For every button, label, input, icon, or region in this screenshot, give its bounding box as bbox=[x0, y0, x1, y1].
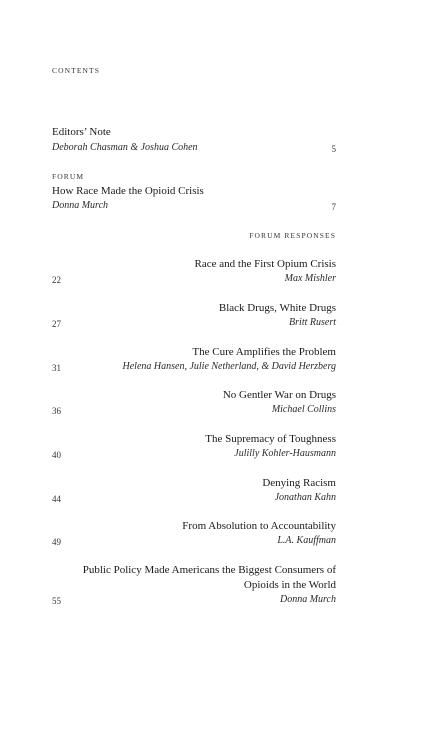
response-title[interactable]: Race and the First Opium Crisis bbox=[194, 258, 336, 270]
response-page: 40 bbox=[52, 450, 61, 460]
response-title[interactable]: Denying Racism bbox=[262, 477, 336, 489]
response-page: 44 bbox=[52, 494, 61, 504]
forum-page: 7 bbox=[331, 202, 336, 212]
response-author: Michael Collins bbox=[271, 404, 336, 415]
response-title[interactable]: The Supremacy of Toughness bbox=[205, 433, 336, 445]
response-author: Donna Murch bbox=[279, 594, 336, 605]
editors-note-title[interactable]: Editors’ Note bbox=[52, 126, 111, 138]
response-author: Jonathan Kahn bbox=[274, 492, 336, 503]
response-title[interactable]: Black Drugs, White Drugs bbox=[218, 302, 336, 314]
forum-label: FORUM bbox=[52, 172, 85, 181]
editors-note-author: Deborah Chasman & Joshua Cohen bbox=[52, 142, 198, 153]
response-author: Britt Rusert bbox=[289, 317, 336, 328]
response-page: 31 bbox=[52, 363, 61, 373]
response-author: L.A. Kauffman bbox=[277, 535, 336, 546]
response-page: 49 bbox=[52, 537, 61, 547]
editors-note-page: 5 bbox=[331, 144, 336, 154]
response-author: Helena Hansen, Julie Netherland, & David Herzberg bbox=[122, 361, 336, 372]
response-page: 22 bbox=[52, 275, 61, 285]
response-title[interactable]: Public Policy Made Americans the Biggest Consumers of Opioids in the World bbox=[82, 564, 336, 591]
response-page: 27 bbox=[52, 319, 61, 329]
forum-author: Donna Murch bbox=[52, 200, 109, 211]
forum-responses-label: FORUM RESPONSES bbox=[249, 231, 336, 240]
response-author: Max Mishler bbox=[284, 273, 336, 284]
response-title[interactable]: From Absolution to Accountability bbox=[182, 520, 336, 532]
response-page: 36 bbox=[52, 406, 61, 416]
forum-title[interactable]: How Race Made the Opioid Crisis bbox=[52, 185, 204, 197]
response-title[interactable]: The Cure Amplifies the Problem bbox=[192, 346, 336, 358]
response-author: Julilly Kohler-Hausmann bbox=[234, 448, 336, 459]
response-page: 55 bbox=[52, 596, 61, 606]
contents-heading: CONTENTS bbox=[52, 66, 100, 75]
response-title[interactable]: No Gentler War on Drugs bbox=[222, 389, 336, 401]
